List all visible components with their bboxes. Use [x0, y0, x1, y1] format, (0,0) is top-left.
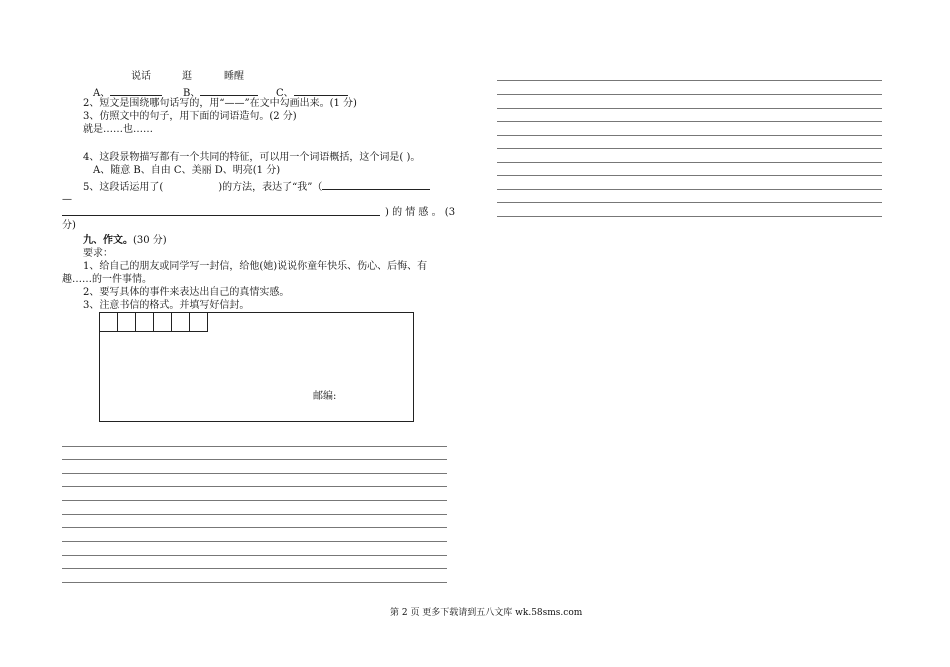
question-5-mid: )的方法，表达了“我”（ [218, 182, 323, 193]
question-4-options: A、随意 B、自由 C、美丽 D、明亮(1 分) [93, 165, 281, 176]
writing-line[interactable] [62, 473, 447, 474]
writing-line[interactable] [497, 189, 882, 190]
postcode-box[interactable] [100, 313, 118, 332]
word-2: 逛 [182, 71, 192, 82]
writing-line[interactable] [497, 175, 882, 176]
postcode-box[interactable] [154, 313, 172, 332]
choice-c-label: C、 [276, 88, 294, 99]
writing-line[interactable] [497, 216, 882, 217]
question-5-line2 [62, 205, 380, 220]
writing-line[interactable] [497, 162, 882, 163]
writing-line[interactable] [62, 527, 447, 528]
writing-line[interactable] [62, 446, 447, 447]
postcode-box[interactable] [136, 313, 154, 332]
requirements-label: 要求： [83, 248, 113, 259]
writing-line[interactable] [497, 94, 882, 95]
writing-line[interactable] [62, 555, 447, 556]
writing-line[interactable] [497, 135, 882, 136]
requirement-3: 3、注意书信的格式。并填写好信封。 [83, 300, 250, 311]
question-3-words: 就是……也…… [83, 124, 153, 135]
postcode-box[interactable] [172, 313, 190, 332]
postcode-boxes [100, 313, 208, 332]
question-5-score: 分) [62, 220, 76, 231]
postcode-box[interactable] [118, 313, 136, 332]
page-footer: 第 2 页 更多下载请到五八文库 wk.58sms.com [390, 608, 583, 618]
blank-q5-feeling-2[interactable] [62, 205, 380, 216]
requirement-1-line2: 趣……的一件事情。 [62, 274, 152, 285]
writing-line[interactable] [497, 80, 882, 81]
writing-line[interactable] [62, 486, 447, 487]
requirement-2: 2、要写具体的事件来表达出自己的真情实感。 [83, 287, 290, 298]
envelope-postcode-label: 邮编: [313, 391, 337, 402]
question-5-dash: — [62, 194, 72, 205]
choice-b-label: B、 [183, 88, 201, 99]
question-5-end: ) 的 情 感 。 (3 [385, 207, 456, 218]
question-2: 2、短文是围绕哪句话写的，用“——”在文中勾画出来。(1 分) [83, 98, 357, 109]
writing-line[interactable] [497, 202, 882, 203]
blank-c[interactable] [294, 85, 348, 96]
word-3: 睡醒 [224, 71, 244, 82]
writing-line[interactable] [497, 148, 882, 149]
requirement-1-line1: 1、给自己的朋友或同学写一封信，给他(她)说说你童年快乐、伤心、后悔、有 [83, 261, 428, 272]
envelope [99, 312, 414, 422]
question-5-start: 5、这段话运用了( [83, 182, 164, 193]
word-1: 说话 [131, 71, 151, 82]
blank-b[interactable] [200, 85, 258, 96]
writing-line[interactable] [62, 582, 447, 583]
writing-line[interactable] [62, 568, 447, 569]
section-9-heading [83, 234, 167, 247]
blank-q5-feeling-1[interactable] [322, 179, 430, 190]
writing-line[interactable] [62, 500, 447, 501]
blank-a[interactable] [110, 85, 162, 96]
writing-line[interactable] [62, 514, 447, 515]
question-3: 3、仿照文中的句子，用下面的词语造句。(2 分) [83, 111, 297, 122]
writing-line[interactable] [62, 459, 447, 460]
question-5 [83, 179, 430, 194]
postcode-box[interactable] [190, 313, 208, 332]
writing-line[interactable] [62, 541, 447, 542]
writing-line[interactable] [497, 108, 882, 109]
choice-a-label: A、 [93, 88, 111, 99]
section-9-title: 九、作文。 [83, 235, 133, 246]
question-4: 4、这段景物描写都有一个共同的特征，可以用一个词语概括，这个词是( )。 [83, 152, 421, 163]
section-9-score: (30 分) [133, 235, 167, 246]
writing-line[interactable] [497, 121, 882, 122]
